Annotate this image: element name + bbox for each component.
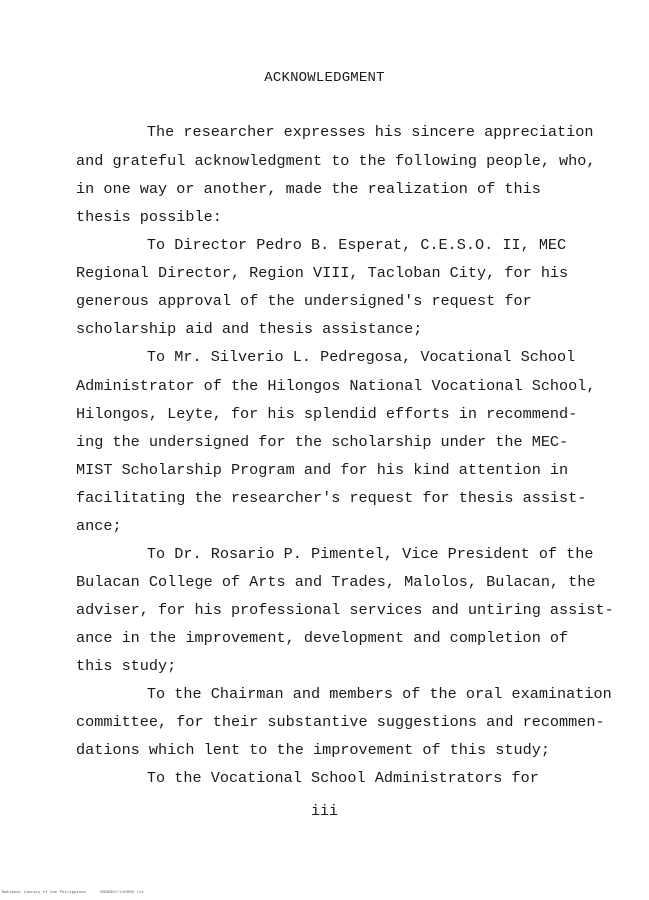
scan-footer: National Library of the Philippines RG09397/110000 lit [2, 891, 144, 895]
text-line: and grateful acknowledgment to the following people, who, [76, 152, 596, 170]
text-line: this study; [76, 657, 177, 675]
text-line: facilitating the researcher's request for thesis assist- [76, 489, 587, 507]
text-line: ing the undersigned for the scholarship under the MEC- [76, 433, 569, 451]
text-line: committee, for their substantive suggestions and recommen- [76, 713, 605, 731]
text-line: To Director Pedro B. Esperat, C.E.S.O. II, MEC [74, 236, 567, 254]
text-line: To the Chairman and members of the oral examination [74, 685, 612, 703]
text-line: ance in the improvement, development and completion of [76, 629, 569, 647]
text-line: adviser, for his professional services and untiring assist- [76, 601, 614, 619]
text-line: dations which lent to the improvement of this study; [76, 741, 550, 759]
text-line: generous approval of the undersigned's request for [76, 292, 532, 310]
text-line: Bulacan College of Arts and Trades, Malolos, Bulacan, the [76, 573, 596, 591]
text-line: MIST Scholarship Program and for his kind attention in [76, 461, 569, 479]
text-line: Regional Director, Region VIII, Tacloban City, for his [76, 264, 569, 282]
text-line: Administrator of the Hilongos National Vocational School, [76, 377, 596, 395]
text-line: in one way or another, made the realization of this [76, 180, 541, 198]
page-number: iii [310, 803, 338, 820]
text-line: The researcher expresses his sincere appreciation [74, 123, 594, 141]
text-line: To Dr. Rosario P. Pimentel, Vice President of the [74, 545, 594, 563]
text-line: ance; [76, 517, 122, 535]
page-title: ACKNOWLEDGMENT [264, 70, 385, 86]
text-line: scholarship aid and thesis assistance; [76, 320, 423, 338]
text-line: Hilongos, Leyte, for his splendid efforts in recommend- [76, 405, 578, 423]
text-line: To the Vocational School Administrators for [74, 769, 539, 787]
text-line: thesis possible: [76, 208, 222, 226]
text-line: To Mr. Silverio L. Pedregosa, Vocational School [74, 348, 576, 366]
